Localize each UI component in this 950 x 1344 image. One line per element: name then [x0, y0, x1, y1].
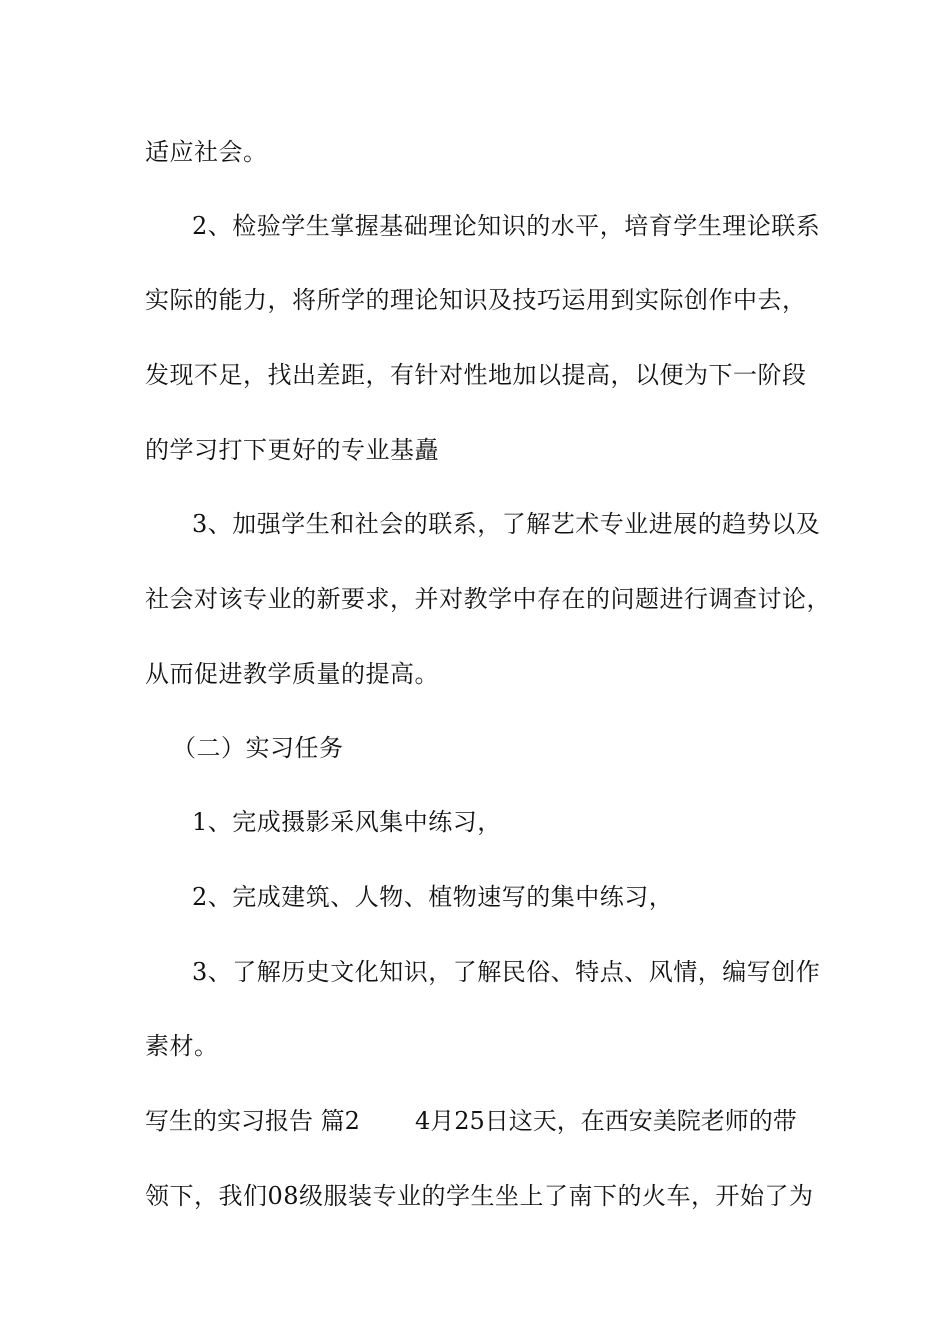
text-line: 2、完成建筑、人物、植物速写的集中练习， [192, 883, 674, 911]
text-line: 从而促进教学质量的提高。 [145, 660, 439, 688]
text-line: 适应社会。 [145, 138, 268, 166]
text-line: 4月25日这天，在西安美院老师的带 [415, 1107, 797, 1135]
text-line: 发现不足，找出差距，有针对性地加以提高，以便为下一阶段 [145, 361, 807, 389]
text-line: 3、加强学生和社会的联系，了解艺术专业进展的趋势以及 [192, 510, 821, 538]
text-line: 领下，我们08级服装专业的学生坐上了南下的火车，开始了为 [145, 1182, 814, 1210]
report-title: 写生的实习报告 篇2 [145, 1107, 360, 1135]
section-heading: （二）实习任务 [172, 734, 344, 762]
text-line: 实际的能力，将所学的理论知识及技巧运用到实际创作中去， [145, 286, 807, 314]
text-line: 1、完成摄影采风集中练习， [192, 808, 502, 836]
text-line: 素材。 [145, 1032, 219, 1060]
text-line: 3、了解历史文化知识，了解民俗、特点、风情，编写创作 [192, 958, 821, 986]
text-line: 2、检验学生掌握基础理论知识的水平，培育学生理论联系 [192, 212, 821, 240]
text-line: 社会对该专业的新要求，并对教学中存在的问题进行调查讨论， [145, 585, 831, 613]
text-line: 的学习打下更好的专业基矗 [145, 436, 439, 464]
report-heading-row [145, 1105, 797, 1137]
